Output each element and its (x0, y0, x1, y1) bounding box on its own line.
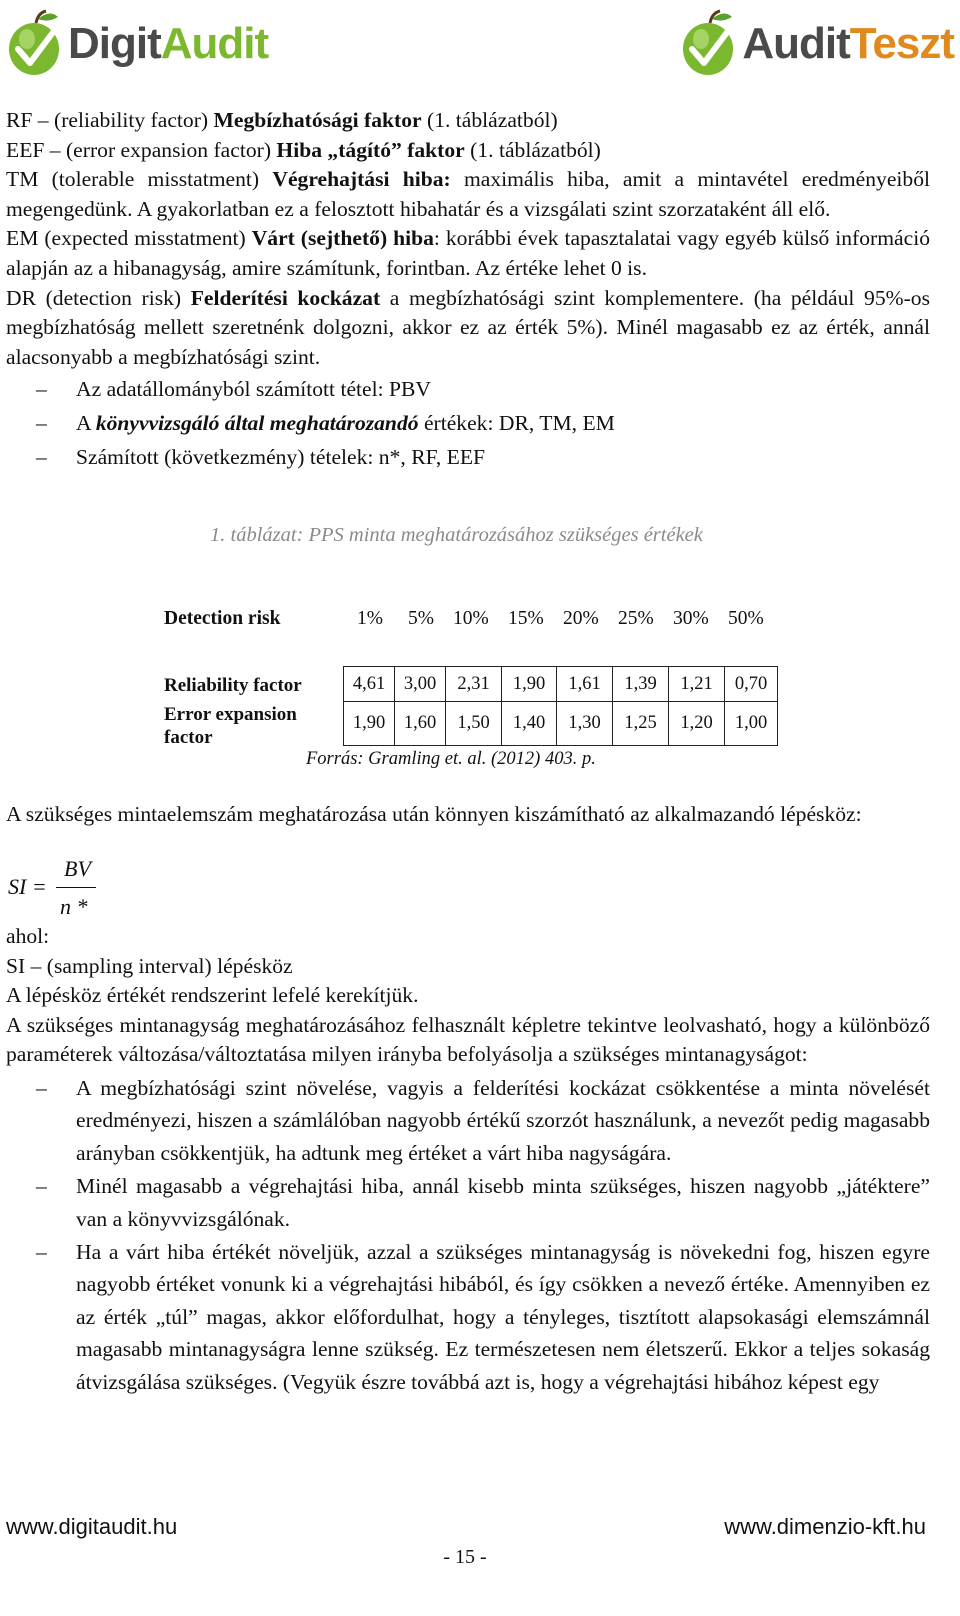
detection-value: 30% (673, 608, 709, 629)
list-item: – Az adatállományból számított tétel: PBV (6, 372, 930, 406)
table-cell: 1,50 (446, 702, 502, 746)
footer-link-digitaudit[interactable]: www.digitaudit.hu (6, 1514, 178, 1539)
formula-denominator: n * (60, 894, 88, 919)
table-cell: 4,61 (344, 667, 395, 702)
after-formula-block (6, 922, 930, 1399)
dash-marker: – (36, 1174, 47, 1199)
detection-risk-label: Detection risk (164, 608, 281, 629)
table-cell: 1,90 (502, 667, 557, 702)
table-cell: 1,90 (344, 702, 395, 746)
detection-value: 5% (408, 608, 434, 629)
input-items-list (6, 372, 930, 474)
definition-eef: EEF – (error expansion factor) Hiba „tágító” faktor (1. táblázatból) (6, 137, 601, 162)
dash-marker: – (36, 411, 47, 436)
page-number: - 15 - (443, 1546, 487, 1568)
list-item: – Ha a várt hiba értékét növeljük, azzal a szükséges mintanagyság is növekedni fog, hiszen egyre nagyobb értéket vonunk ki a végrehajtási hibából, és így csökken a nevező értéke. Amennyiben ez az érték „túl” magas, akkor előfordulhat, hogy a tényleges, tisztított alapsokasági elemszámnál magasabb mintanagyságra lenne szükség. Ez természetesen nem életszerű. Ekkor a teljes sokaság átvizsgálása szükséges. (Vegyük észre továbbá azt is, hogy a végrehajtási hibához képest egy (6, 1236, 930, 1398)
table-cell: 1,39 (613, 667, 669, 702)
table-cell: 1,21 (669, 667, 725, 702)
table-cell: 1,25 (613, 702, 669, 746)
table-cell: 3,00 (395, 667, 446, 702)
digitaudit-logo[interactable] (6, 4, 268, 84)
dash-marker: – (36, 377, 47, 402)
table-cell: 0,70 (725, 667, 778, 702)
formula-numerator: BV (64, 856, 91, 881)
apple-check-icon (680, 9, 738, 79)
detection-value: 1% (357, 608, 383, 629)
list-item: – A megbízhatósági szint növelése, vagyis a felderítési kockázat csökkentése a minta növelését eredményezi, hiszen a számlálóban nagyobb értékű szorzót használunk, a nevezőt pedig magasabb arányban csökkentjük, ha adtunk meg értéket a várt hiba nagyságára. (6, 1072, 930, 1169)
definition-rf: RF – (reliability factor) Megbízhatósági faktor (1. táblázatból) (6, 108, 558, 132)
list-item: – Minél magasabb a végrehajtási hiba, annál kisebb minta szükséges, hiszen nagyobb „játéktere” van a könyvvizsgálónak. (6, 1170, 930, 1235)
definition-em: EM (expected misstatment) Várt (sejthető) hiba: korábbi évek tapasztalatai vagy egyéb külső információ alapján az a hibanagyság, amire számítunk, forintban. Az értéke lehet 0 is. (6, 226, 930, 280)
ahol-label: ahol: (6, 924, 50, 948)
dash-marker: – (36, 1240, 47, 1264)
detection-value: 10% (453, 608, 489, 629)
definition-dr: DR (detection risk) Felderítési kockázat a megbízhatósági szint komplementere. (ha például 95%-os megbízhatóság mellett szeretnénk dolgozni, akkor ez az érték 5%). Minél magasabb ez az érték, annál alacsonyabb a megbízhatósági szint. (6, 285, 930, 369)
detection-value: 20% (563, 608, 599, 629)
reliability-factor-label: Reliability factor (164, 675, 302, 696)
detection-value: 50% (728, 608, 764, 629)
table-cell: 1,30 (557, 702, 613, 746)
page-header (0, 0, 960, 90)
table-cell: 1,60 (395, 702, 446, 746)
detection-value: 15% (508, 608, 544, 629)
auditteszt-logo-text: AuditTeszt (742, 19, 954, 68)
interval-intro (6, 800, 930, 830)
auditteszt-logo[interactable] (680, 4, 954, 84)
rounding-note: A lépésköz értékét rendszerint lefelé kerekítjük. (6, 983, 419, 1008)
table-cell: 1,20 (669, 702, 725, 746)
fraction-bar (56, 887, 96, 888)
table-cell: 1,00 (725, 702, 778, 746)
table-cell: 1,40 (502, 702, 557, 746)
table-cell: 2,31 (446, 667, 502, 702)
footer-link-dimenzio[interactable]: www.dimenzio-kft.hu (724, 1514, 926, 1539)
formula-lhs: SI = (8, 874, 47, 899)
list-item: – A könyvvizsgáló által meghatározandó értékek: DR, TM, EM (6, 406, 930, 440)
list-item: – Számított (következmény) tételek: n*, RF, EEF (6, 440, 930, 474)
table-source: Forrás: Gramling et. al. (2012) 403. p. (306, 749, 596, 769)
table-caption: 1. táblázat: PPS minta meghatározásához szükséges értékek (210, 524, 703, 546)
intro-paragraph: A szükséges mintaelemszám meghatározása után könnyen kiszámítható az alkalmazandó lépésköz: (6, 802, 862, 826)
dash-marker: – (36, 1075, 47, 1100)
detection-value: 25% (618, 608, 654, 629)
digitaudit-logo-text: DigitAudit (68, 19, 269, 68)
table-row (344, 702, 778, 746)
dash-marker: – (36, 445, 47, 470)
si-definition: SI – (sampling interval) lépésköz (6, 953, 293, 978)
definitions-block (6, 106, 930, 474)
error-expansion-label: Error expansion factor (164, 704, 297, 748)
sampling-interval-formula (8, 856, 118, 922)
parameters-paragraph: A szükséges mintanagyság meghatározásához felhasznált képletre tekintve leolvasható, hogy a különböző paraméterek változása/változtatása milyen irányba befolyásolja a szükséges mintanagyságot: (6, 1012, 930, 1067)
apple-check-icon (6, 9, 64, 79)
table-cell: 1,61 (557, 667, 613, 702)
factor-table (343, 666, 778, 746)
definition-tm: TM (tolerable misstatment) Végrehajtási hiba: maximális hiba, amit a mintavétel eredményeiből megengedünk. A gyakorlatban ez a felosztott hibahatár és a vizsgálati szint szorzataként áll elő. (6, 167, 930, 221)
effects-list (6, 1072, 930, 1398)
table-row (344, 667, 778, 702)
